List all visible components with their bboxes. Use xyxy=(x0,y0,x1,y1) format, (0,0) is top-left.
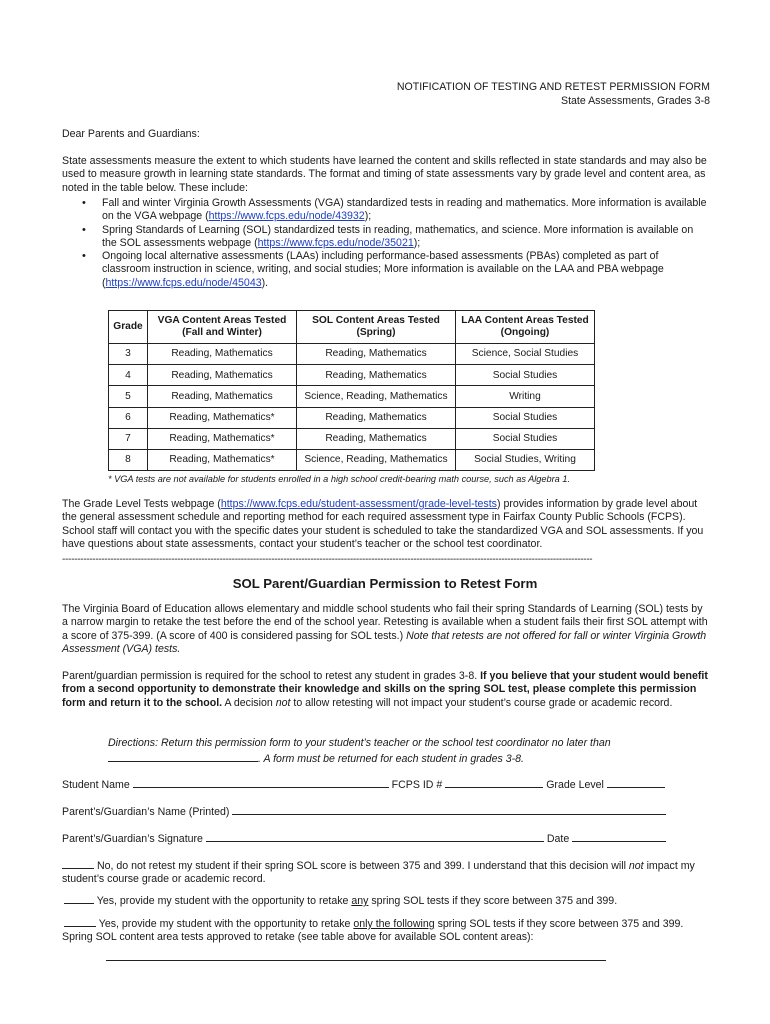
cell: Science, Reading, Mathematics xyxy=(297,449,456,470)
parent-name-field[interactable] xyxy=(232,803,666,815)
date-field[interactable] xyxy=(572,830,666,842)
table-row xyxy=(109,407,595,428)
cell: Reading, Mathematics* xyxy=(148,449,297,470)
cell: Reading, Mathematics* xyxy=(148,407,297,428)
grade-level-link[interactable]: https://www.fcps.edu/student-assessment/grade-level-tests xyxy=(220,498,497,510)
cell: Science, Social Studies xyxy=(456,344,595,365)
form-title: SOL Parent/Guardian Permission to Retest Form xyxy=(232,576,538,591)
signature-label: Parent’s/Guardian’s Signature xyxy=(62,833,203,845)
retake-tests-field[interactable] xyxy=(106,960,606,961)
cell: 5 xyxy=(109,386,148,407)
table-header-row xyxy=(109,311,595,344)
cell: 6 xyxy=(109,407,148,428)
cell: Reading, Mathematics xyxy=(297,407,456,428)
cell: Social Studies xyxy=(456,407,595,428)
list-item: • Ongoing local alternative assessments (LAAs) including performance-based assessments (PBAs) completed as part of classroom instruction in science, writing, and social studies; More information is available on the LAA and PBA webpage (https://www.fcps.edu/node/45043). xyxy=(82,250,708,290)
cell: 8 xyxy=(109,449,148,470)
header-grade: Grade xyxy=(109,311,148,344)
assessment-list xyxy=(62,197,708,290)
cell: Reading, Mathematics xyxy=(297,428,456,449)
cell: Reading, Mathematics* xyxy=(148,428,297,449)
option-any: Yes, provide my student with the opportunity to retake any spring SOL tests if they score between 375 and 399. xyxy=(64,892,710,908)
cell: Reading, Mathematics xyxy=(297,365,456,386)
document-title: NOTIFICATION OF TESTING AND RETEST PERMISSION FORM xyxy=(396,81,710,93)
document-subtitle: State Assessments, Grades 3-8 xyxy=(561,94,710,107)
table-row xyxy=(109,344,595,365)
option-no-checkbox[interactable] xyxy=(62,857,94,869)
table-row xyxy=(109,428,595,449)
header-sol: SOL Content Areas Tested (Spring) xyxy=(297,311,456,344)
assessment-table xyxy=(108,310,595,471)
option-some-checkbox[interactable] xyxy=(64,915,96,927)
signature-field[interactable] xyxy=(206,830,544,842)
permission-paragraph: Parent/guardian permission is required for the school to retest any student in grades 3-8. If you believe that your student would benefit from a second opportunity to demonstrate their knowledge and skills on the spring SOL test, please complete this permission form and return it to the school. A decision not to allow retesting will not impact your student’s course grade or academic record. xyxy=(62,670,708,709)
directions: Directions: Return this permission form to your student’s teacher or the school test coordinator no later than . A form must be returned for each student in grades 3-8. xyxy=(108,737,611,766)
fcps-id-label: FCPS ID # xyxy=(391,779,443,791)
option-any-checkbox[interactable] xyxy=(64,892,94,904)
grade-level-paragraph: The Grade Level Tests webpage (https://www.fcps.edu/student-assessment/grade-level-tests) provides information by grade level about the general assessment schedule and reporting method for each required assessment type in Fairfax County Public Schools (FCPS). School staff will contact you with the specific dates your student is scheduled to take the standardized VGA and SOL assessments. If you have questions about state assessments, contact your student’s teacher or the school test coordinator. xyxy=(62,498,704,550)
cell: Reading, Mathematics xyxy=(148,344,297,365)
vga-link[interactable]: https://www.fcps.edu/node/43932 xyxy=(208,210,365,223)
student-name-field[interactable] xyxy=(133,776,389,788)
cell: Reading, Mathematics xyxy=(297,344,456,365)
laa-link[interactable]: https://www.fcps.edu/node/45043 xyxy=(105,276,262,289)
intro-paragraph: State assessments measure the extent to which students have learned the content and skills reflected in state standards and may also be used to measure growth in learning state standards. The format and timing of state assessments vary by grade level and content area, as noted in the table below. These include: xyxy=(62,155,707,194)
sol-link[interactable]: https://www.fcps.edu/node/35021 xyxy=(257,236,414,249)
header-vga: VGA Content Areas Tested (Fall and Winter) xyxy=(148,311,297,344)
cell: Social Studies xyxy=(456,365,595,386)
option-some: Yes, provide my student with the opportunity to retake only the following spring SOL tests if they score between 375 and 399. Spring SOL content area tests approved to retake (see table above for available SOL content areas): xyxy=(62,915,708,945)
fcps-id-field[interactable] xyxy=(445,776,543,788)
student-name-label: Student Name xyxy=(62,779,130,791)
cell: 7 xyxy=(109,428,148,449)
signature-row xyxy=(62,830,666,846)
student-row xyxy=(62,776,665,792)
grade-level-field[interactable] xyxy=(607,776,665,788)
cell: Social Studies, Writing xyxy=(456,449,595,470)
table-row xyxy=(109,449,595,470)
cell: Social Studies xyxy=(456,428,595,449)
retest-paragraph: The Virginia Board of Education allows elementary and middle school students who fail their spring Standards of Learning (SOL) tests by a narrow margin to retake the test before the end of the school year. Retesting is available when a student fails their first SOL attempt with a score of 375-399. (A score of 400 is considered passing for SOL tests.) Note that retests are not offered for fall or winter Virginia Growth Assessment (VGA) tests. xyxy=(62,603,708,655)
cell: 3 xyxy=(109,344,148,365)
header-laa: LAA Content Areas Tested (Ongoing) xyxy=(456,311,595,344)
cell: Reading, Mathematics xyxy=(148,386,297,407)
cell: 4 xyxy=(109,365,148,386)
table-row xyxy=(109,386,595,407)
greeting: Dear Parents and Guardians: xyxy=(62,128,200,140)
parent-name-row xyxy=(62,803,666,819)
due-date-field[interactable] xyxy=(108,750,258,762)
date-label: Date xyxy=(546,833,570,845)
option-no: No, do not retest my student if their spring SOL score is between 375 and 399. I understand that this decision will not impact my student’s course grade or academic record. xyxy=(62,857,708,887)
list-item: • Fall and winter Virginia Growth Assessments (VGA) standardized tests in reading and mathematics. More information is available on the VGA webpage (https://www.fcps.edu/node/43932); xyxy=(82,197,708,224)
cell: Science, Reading, Mathematics xyxy=(297,386,456,407)
table-footnote: * VGA tests are not available for students enrolled in a high school credit-bearing math course, such as Algebra 1. xyxy=(108,474,571,484)
cell: Reading, Mathematics xyxy=(148,365,297,386)
cut-line-divider: ------------------------------------------------------------------------------------------------------------------------------------------------------------------------------- xyxy=(62,554,593,565)
grade-level-label: Grade Level xyxy=(546,779,604,791)
list-item: • Spring Standards of Learning (SOL) standardized tests in reading, mathematics, and science. More information is available on the SOL assessments webpage (https://www.fcps.edu/node/35021); xyxy=(82,224,708,251)
parent-name-label: Parent’s/Guardian’s Name (Printed) xyxy=(62,806,230,818)
cell: Writing xyxy=(456,386,595,407)
document-header xyxy=(397,81,710,108)
table-row xyxy=(109,365,595,386)
